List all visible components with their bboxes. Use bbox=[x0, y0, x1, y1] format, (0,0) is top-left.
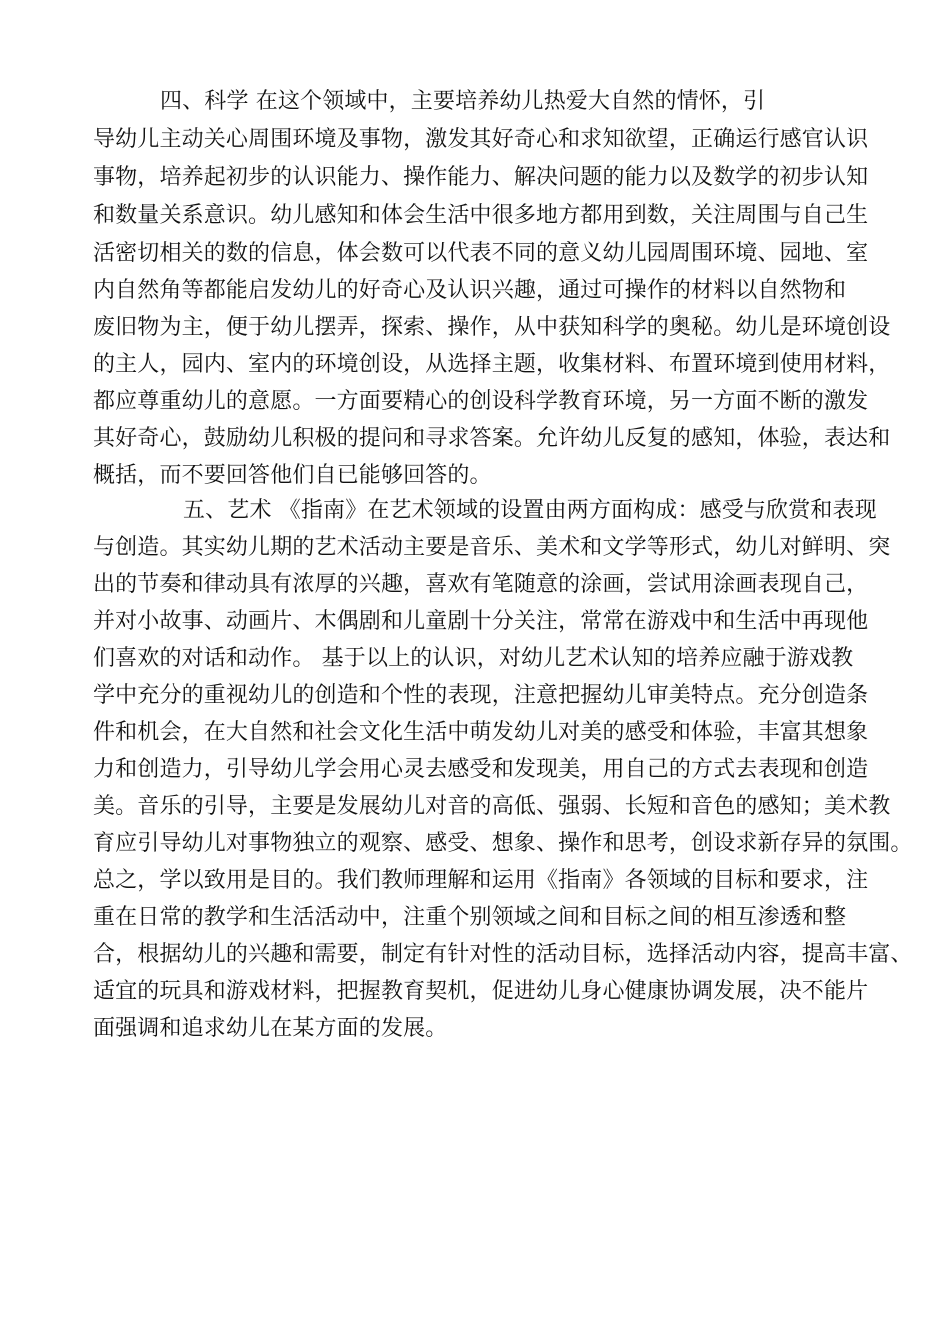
text-line-8: 的主人，园内、室内的环境创设，从选择主题，收集材料、布置环境到使用材料， bbox=[93, 352, 891, 377]
text-line-2: 导幼儿主动关心周围环境及事物，激发其好奇心和求知欲望，正确运行感官认识 bbox=[93, 127, 869, 152]
text-line-19: 力和创造力，引导幼儿学会用心灵去感受和发现美，用自己的方式去表现和创造 bbox=[93, 757, 869, 782]
text-line-26: 面强调和追求幼儿在某方面的发展。 bbox=[93, 1016, 448, 1041]
text-line-20: 美。音乐的引导，主要是发展幼儿对音的高低、强弱、长短和音色的感知；美术教 bbox=[93, 794, 891, 819]
text-line-23: 重在日常的教学和生活活动中，注重个别领域之间和目标之间的相互渗透和整 bbox=[93, 905, 847, 930]
text-line-25: 适宜的玩具和游戏材料，把握教育契机，促进幼儿身心健康协调发展，决不能片 bbox=[93, 979, 869, 1004]
text-line-3: 事物，培养起初步的认识能力、操作能力、解决问题的能力以及数学的初步认知 bbox=[93, 165, 869, 190]
text-line-9: 都应尊重幼儿的意愿。一方面要精心的创设科学教育环境，另一方面不断的激发 bbox=[93, 389, 869, 414]
text-line-17: 学中充分的重视幼儿的创造和个性的表现，注意把握幼儿审美特点。充分创造条 bbox=[93, 683, 869, 708]
text-line-14: 出的节奏和律动具有浓厚的兴趣，喜欢有笔随意的涂画，尝试用涂画表现自己， bbox=[93, 572, 869, 597]
text-line-4: 和数量关系意识。幼儿感知和体会生活中很多地方都用到数，关注周围与自己生 bbox=[93, 203, 869, 228]
text-line-11: 概括，而不要回答他们自已能够回答的。 bbox=[93, 463, 492, 488]
text-line-6: 内自然角等都能启发幼儿的好奇心及认识兴趣，通过可操作的材料以自然物和 bbox=[93, 278, 847, 303]
text-line-21: 育应引导幼儿对事物独立的观察、感受、想象、操作和思考，创设求新存异的氛围。 bbox=[93, 831, 913, 856]
text-line-18: 件和机会，在大自然和社会文化生活中萌发幼儿对美的感受和体验，丰富其想象 bbox=[93, 720, 869, 745]
text-line-12: 五、艺术 《指南》在艺术领域的设置由两方面构成：感受与欣赏和表现 bbox=[183, 498, 877, 523]
text-line-15: 并对小故事、动画片、木偶剧和儿童剧十分关注，常常在游戏中和生活中再现他 bbox=[93, 609, 869, 634]
text-line-5: 活密切相关的数的信息，体会数可以代表不同的意义幼儿园周围环境、园地、室 bbox=[93, 241, 869, 266]
text-line-24: 合，根据幼儿的兴趣和需要，制定有针对性的活动目标，选择活动内容，提高丰富、 bbox=[93, 942, 913, 967]
text-line-10: 其好奇心，鼓励幼儿积极的提问和寻求答案。允许幼儿反复的感知，体验，表达和 bbox=[93, 426, 891, 451]
text-line-13: 与创造。其实幼儿期的艺术活动主要是音乐、美术和文学等形式，幼儿对鲜明、突 bbox=[93, 535, 891, 560]
text-line-22: 总之，学以致用是目的。我们教师理解和运用《指南》各领域的目标和要求，注 bbox=[93, 868, 869, 893]
text-line-1: 四、科学 在这个领域中，主要培养幼儿热爱大自然的情怀，引 bbox=[160, 89, 766, 114]
text-line-7: 废旧物为主，便于幼儿摆弄，探索、操作，从中获知科学的奥秘。幼儿是环境创设 bbox=[93, 315, 891, 340]
text-line-16: 们喜欢的对话和动作。 基于以上的认识，对幼儿艺术认知的培养应融于游戏教 bbox=[93, 646, 854, 671]
